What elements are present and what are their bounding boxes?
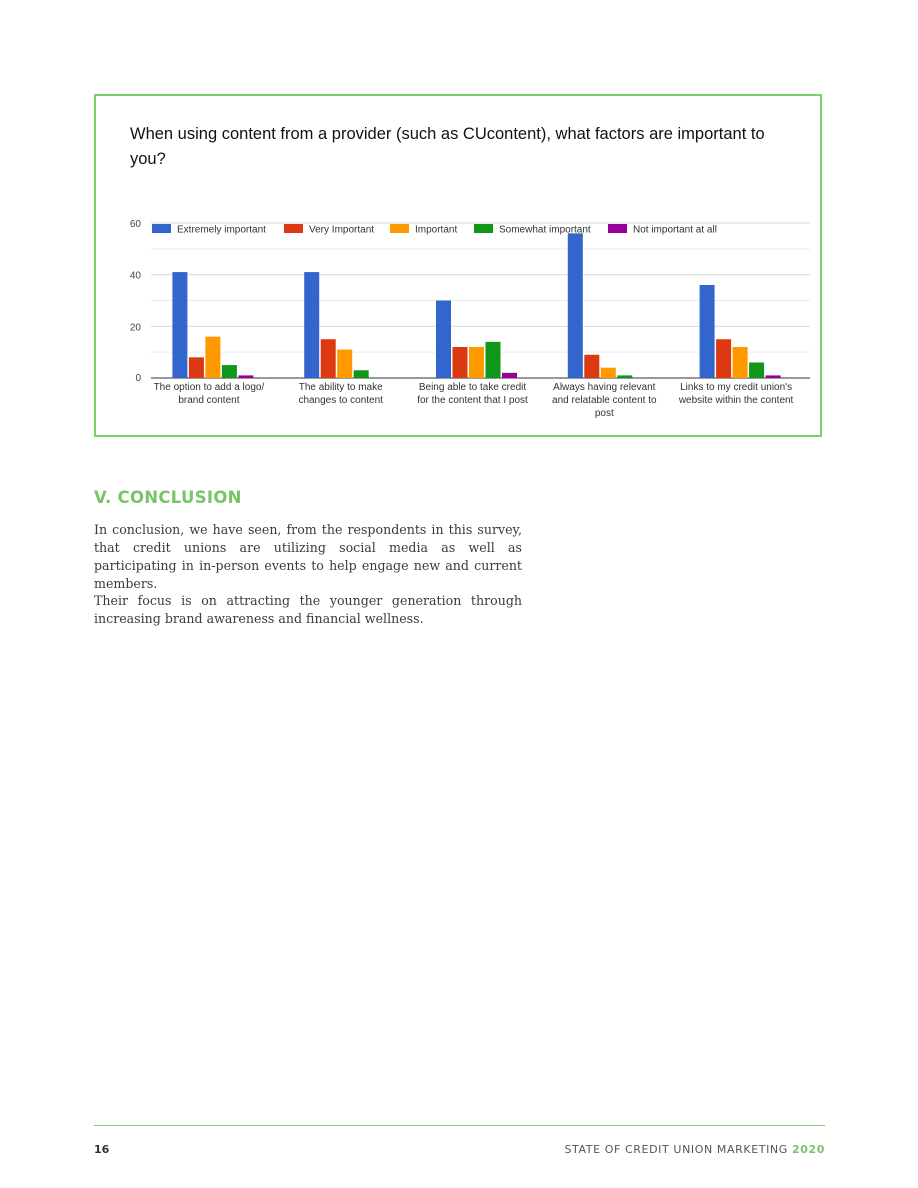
bar [733,347,748,378]
bar [700,285,715,378]
x-tick-label-line: Links to my credit union's [680,382,793,393]
legend-label: Very Important [309,224,375,236]
x-tick-label-line: The ability to make [298,382,383,393]
legend-swatch [284,224,303,233]
x-tick-label [417,382,528,406]
y-tick-label: 0 [135,373,141,384]
legend-label: Extremely important [177,224,266,236]
legend-swatch [474,224,493,233]
bar-chart [96,96,820,435]
bar [486,342,501,378]
chart-container [94,94,822,437]
x-tick-label-line: Always having relevant [553,382,656,393]
bar [238,375,253,378]
bar [222,365,237,378]
legend-swatch [390,224,409,233]
footer-year: 2020 [791,1143,825,1156]
bar [453,347,468,378]
bar [749,363,764,379]
footer-title [564,1143,825,1156]
y-tick-label: 20 [129,322,141,334]
bar [354,370,369,378]
legend-swatch [608,224,627,233]
bar [502,373,517,378]
x-tick-label-line: website within the content [678,395,794,406]
bar [601,368,616,378]
bar [568,233,583,378]
legend-label: Important [415,224,458,236]
section-heading: V. CONCLUSION [94,488,242,507]
bar [321,339,336,378]
x-tick-label [552,382,657,419]
bar [716,339,731,378]
bar [469,347,484,378]
conclusion-paragraph-2: Their focus is on attracting the younger generation through increasing brand awareness and financial wellness. [94,593,522,626]
x-tick-label-line: The option to add a logo/ [153,382,265,393]
bar [766,375,781,378]
legend-label: Somewhat important [499,224,591,236]
page-number: 16 [94,1143,110,1156]
bar [189,357,204,378]
bar [617,375,632,378]
footer-publication-name: STATE OF CREDIT UNION MARKETING [564,1143,788,1156]
legend-swatch [152,224,171,233]
bar [584,355,599,378]
x-tick-label-line: brand content [178,395,240,406]
chart-title: When using content from a provider (such as CUcontent), what factors are important to you? [130,125,765,168]
x-tick-label-line: changes to content [298,395,383,406]
y-tick-label: 60 [129,219,141,230]
x-tick-label [678,382,794,406]
x-tick-label [298,382,383,406]
x-tick-label-line: post [594,408,614,419]
legend-label: Not important at all [633,224,717,236]
bar [337,350,352,378]
bar [205,337,220,378]
x-tick-label-line: and relatable content to [552,395,657,406]
y-tick-label: 40 [129,270,141,282]
x-tick-label-line: for the content that I post [417,395,528,406]
bar [436,301,451,379]
bar [304,272,319,378]
x-tick-label [154,382,265,406]
footer-divider [94,1125,825,1126]
x-tick-label-line: Being able to take credit [418,382,527,393]
conclusion-paragraph-1: In conclusion, we have seen, from the respondents in this survey, that credit unions are utilizing social media as well as participating in in-person events to help engage new and current members. [94,522,522,591]
bar [172,272,187,378]
